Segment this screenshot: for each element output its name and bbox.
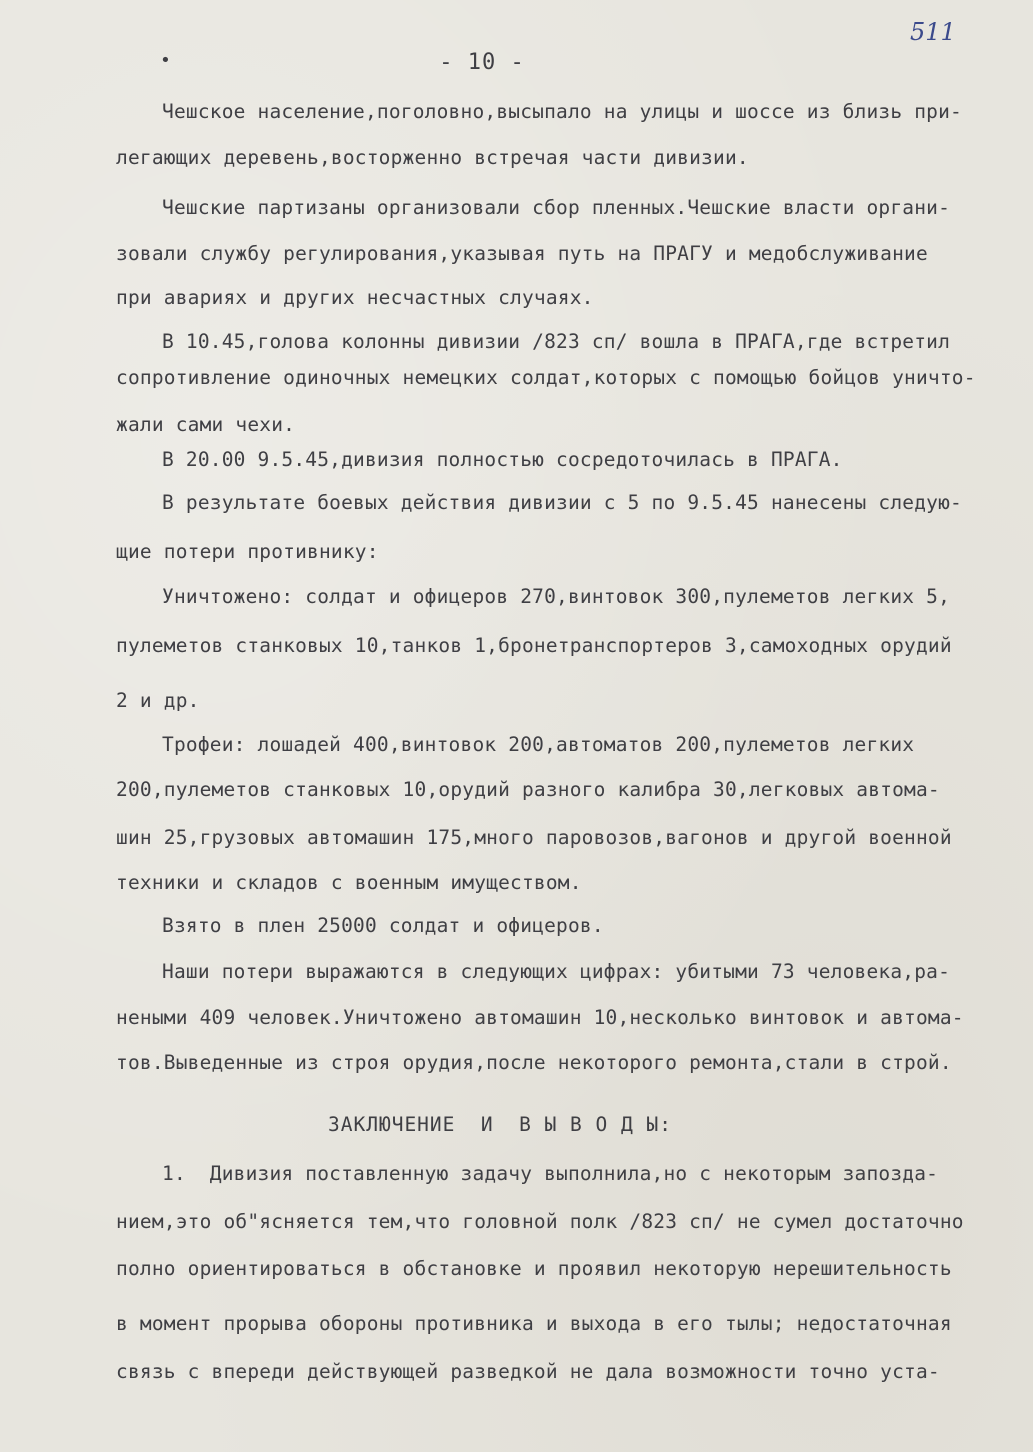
text-line: В 10.45,голова колонны дивизии /823 сп/ вошла в ПРАГА,где встретил bbox=[162, 330, 951, 353]
text-line: 1. Дивизия поставленную задачу выполнила,но с некоторым запозда- bbox=[162, 1162, 939, 1185]
text-line: 2 и др. bbox=[116, 689, 200, 712]
ink-dot: • bbox=[160, 50, 171, 71]
text-line: Взято в плен 25000 солдат и офицеров. bbox=[162, 914, 604, 937]
archive-page-number: 511 bbox=[910, 18, 956, 46]
text-line: при авариях и других несчастных случаях. bbox=[116, 286, 594, 309]
text-line: 200,пулеметов станковых 10,орудий разного калибра 30,легковых автома- bbox=[116, 778, 940, 801]
text-line: полно ориентироваться в обстановке и проявил некоторую нерешительность bbox=[116, 1257, 952, 1280]
text-line: Наши потери выражаются в следующих цифрах: убитыми 73 человека,ра- bbox=[162, 960, 951, 983]
text-line: щие потери противнику: bbox=[116, 540, 379, 563]
text-line: В результате боевых действия дивизии с 5 по 9.5.45 нанесены следую- bbox=[162, 491, 962, 514]
text-line: неными 409 человек.Уничтожено автомашин 10,несколько винтовок и автома- bbox=[116, 1006, 964, 1029]
text-line: жали сами чехи. bbox=[116, 413, 296, 436]
text-line: пулеметов станковых 10,танков 1,бронетранспортеров 3,самоходных орудий bbox=[116, 634, 952, 657]
text-line: В 20.00 9.5.45,дивизия полностью сосредоточилась в ПРАГА. bbox=[162, 448, 843, 471]
text-line: Трофеи: лошадей 400,винтовок 200,автоматов 200,пулеметов легких bbox=[162, 733, 915, 756]
text-line: связь с впереди действующей разведкой не дала возможности точно уста- bbox=[116, 1360, 940, 1383]
text-line: в момент прорыва обороны противника и выхода в его тылы; недостаточная bbox=[116, 1312, 952, 1335]
text-line: Чешские партизаны организовали сбор пленных.Чешские власти органи- bbox=[162, 196, 951, 219]
text-line: сопротивление одиночных немецких солдат,которых с помощью бойцов уничто- bbox=[116, 366, 976, 389]
text-line: зовали службу регулирования,указывая путь на ПРАГУ и медобслуживание bbox=[116, 242, 928, 265]
text-line: легающих деревень,восторженно встречая части дивизии. bbox=[116, 146, 749, 169]
page-number: - 10 - bbox=[439, 50, 525, 75]
text-line: шин 25,грузовых автомашин 175,много паровозов,вагонов и другой военной bbox=[116, 826, 952, 849]
section-heading: ЗАКЛЮЧЕНИЕ И В Ы В О Д Ы: bbox=[328, 1113, 672, 1136]
text-line: тов.Выведенные из строя орудия,после некоторого ремонта,стали в строй. bbox=[116, 1051, 952, 1074]
text-line: нием,это об"ясняется тем,что головной полк /823 сп/ не сумел достаточно bbox=[116, 1210, 964, 1233]
text-line: техники и складов с военным имуществом. bbox=[116, 871, 582, 894]
text-line: Уничтожено: солдат и офицеров 270,винтовок 300,пулеметов легких 5, bbox=[162, 585, 951, 608]
text-line: Чешское население,поголовно,высыпало на улицы и шоссе из близь при- bbox=[162, 100, 962, 123]
